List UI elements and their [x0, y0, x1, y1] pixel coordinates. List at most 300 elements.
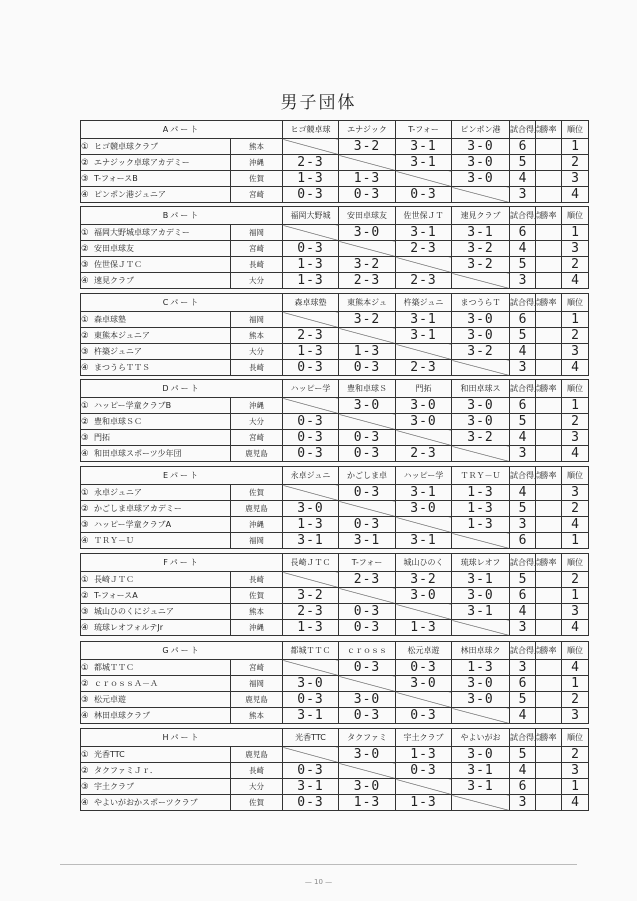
win-rate: [536, 485, 562, 501]
match-points: 3: [510, 795, 536, 811]
team-name: ピンポン港ジュニア: [94, 190, 166, 199]
team-cell: [81, 328, 231, 344]
match-score: 3-0: [396, 676, 452, 692]
win-rate: [536, 747, 562, 763]
part-header-row: [81, 554, 589, 572]
self-match-cell: [339, 588, 396, 604]
match-points: 5: [510, 257, 536, 273]
self-match-cell: [339, 501, 396, 517]
match-points: 6: [510, 139, 536, 155]
match-points: 3: [510, 360, 536, 376]
self-match-cell: [396, 604, 452, 620]
team-rank: 2: [562, 414, 589, 430]
team-row: [81, 360, 589, 376]
match-score: 0-3: [339, 604, 396, 620]
team-cell: [81, 708, 231, 724]
rank-header: 順位: [562, 207, 589, 225]
match-score: 2-3: [283, 155, 339, 171]
team-rank: 2: [562, 501, 589, 517]
team-prefecture: 鹿児島: [231, 692, 283, 708]
self-match-cell: [396, 171, 452, 187]
team-number: ④: [81, 798, 89, 808]
match-score: 3-0: [452, 312, 510, 328]
team-cell: [81, 257, 231, 273]
team-number: ①: [81, 401, 89, 411]
part-header-row: [81, 380, 589, 398]
team-number: ②: [81, 766, 89, 776]
team-name: まつうらＴＴＳ: [94, 363, 150, 372]
team-number: ③: [81, 782, 89, 792]
team-number: ③: [81, 174, 89, 184]
team-name: 都城ＴＴＣ: [94, 663, 134, 672]
match-score: 0-3: [283, 446, 339, 462]
match-points: 6: [510, 676, 536, 692]
team-rank: 1: [562, 588, 589, 604]
team-cell: [81, 446, 231, 462]
match-score: 3-0: [339, 779, 396, 795]
match-score: 0-3: [283, 414, 339, 430]
team-prefecture: 沖縄: [231, 517, 283, 533]
match-points: 4: [510, 604, 536, 620]
team-name: 永卓ジュニア: [94, 488, 142, 497]
part-header-row: [81, 121, 589, 139]
match-score: 0-3: [396, 187, 452, 203]
team-rank: 3: [562, 485, 589, 501]
opponent-header: ｃｒｏｓｓ: [339, 642, 396, 660]
rank-header: 順位: [562, 294, 589, 312]
match-score: 3-0: [283, 676, 339, 692]
team-prefecture: 熊本: [231, 708, 283, 724]
match-score: 0-3: [283, 187, 339, 203]
team-prefecture: 佐賀: [231, 795, 283, 811]
match-score: 3-1: [396, 328, 452, 344]
team-cell: [81, 485, 231, 501]
match-points: 4: [510, 344, 536, 360]
self-match-cell: [452, 795, 510, 811]
team-number: ④: [81, 711, 89, 721]
team-cell: [81, 779, 231, 795]
match-score: 3-0: [339, 398, 396, 414]
match-score: 3-1: [396, 139, 452, 155]
match-points: 6: [510, 312, 536, 328]
opponent-header: T-フォー: [339, 554, 396, 572]
match-score: 1-3: [396, 747, 452, 763]
team-rank: 4: [562, 795, 589, 811]
team-prefecture: 宮崎: [231, 430, 283, 446]
team-rank: 3: [562, 708, 589, 724]
match-score: 2-3: [283, 604, 339, 620]
team-row: [81, 241, 589, 257]
team-cell: [81, 501, 231, 517]
team-row: [81, 257, 589, 273]
self-match-cell: [452, 533, 510, 549]
part-header-row: [81, 294, 589, 312]
team-rank: 2: [562, 257, 589, 273]
self-match-cell: [452, 708, 510, 724]
team-name: やよいがおかスポーツクラブ: [94, 798, 198, 807]
opponent-header: 速見クラブ: [452, 207, 510, 225]
self-match-cell: [396, 257, 452, 273]
team-row: [81, 155, 589, 171]
match-points: 3: [510, 517, 536, 533]
opponent-header: 宇土クラブ: [396, 729, 452, 747]
win-rate: [536, 257, 562, 273]
team-cell: [81, 344, 231, 360]
match-score: 3-0: [452, 588, 510, 604]
team-cell: [81, 747, 231, 763]
wins-header: 勝率: [536, 642, 562, 660]
match-points: 5: [510, 155, 536, 171]
part-name: Eパート: [81, 467, 283, 485]
team-rank: 1: [562, 533, 589, 549]
win-rate: [536, 328, 562, 344]
win-rate: [536, 430, 562, 446]
points-header: 試合得点: [510, 467, 536, 485]
match-score: 1-3: [283, 517, 339, 533]
match-score: 3-0: [452, 692, 510, 708]
opponent-header: 城山ひのく: [396, 554, 452, 572]
match-score: 2-3: [396, 360, 452, 376]
wins-header: 勝率: [536, 554, 562, 572]
wins-header: 勝率: [536, 380, 562, 398]
win-rate: [536, 708, 562, 724]
team-rank: 1: [562, 676, 589, 692]
match-points: 5: [510, 572, 536, 588]
team-row: [81, 708, 589, 724]
team-name: かごしま卓球アカデミー: [94, 504, 182, 513]
match-score: 1-3: [283, 273, 339, 289]
match-score: 1-3: [452, 517, 510, 533]
match-points: 5: [510, 414, 536, 430]
team-number: ②: [81, 504, 89, 514]
team-cell: [81, 430, 231, 446]
team-rank: 1: [562, 312, 589, 328]
self-match-cell: [396, 692, 452, 708]
team-cell: [81, 312, 231, 328]
self-match-cell: [339, 763, 396, 779]
win-rate: [536, 171, 562, 187]
match-points: 5: [510, 692, 536, 708]
match-score: 3-0: [339, 225, 396, 241]
part-name: Bパート: [81, 207, 283, 225]
match-points: 5: [510, 328, 536, 344]
team-cell: [81, 572, 231, 588]
opponent-header: 松元卓遊: [396, 642, 452, 660]
team-rank: 2: [562, 572, 589, 588]
part-table: [80, 120, 589, 203]
win-rate: [536, 795, 562, 811]
team-cell: [81, 660, 231, 676]
opponent-header: まつうらＴ: [452, 294, 510, 312]
match-score: 3-1: [396, 533, 452, 549]
team-number: ①: [81, 575, 89, 585]
team-prefecture: 長崎: [231, 763, 283, 779]
wins-header: 勝率: [536, 467, 562, 485]
match-score: 2-3: [396, 446, 452, 462]
team-name: T-フォースA: [94, 591, 138, 600]
match-score: 1-3: [452, 501, 510, 517]
team-prefecture: 福岡: [231, 676, 283, 692]
team-row: [81, 312, 589, 328]
points-header: 試合得点: [510, 729, 536, 747]
win-rate: [536, 273, 562, 289]
match-score: 3-2: [283, 588, 339, 604]
match-score: 3-1: [452, 604, 510, 620]
match-score: 3-1: [283, 708, 339, 724]
team-cell: [81, 241, 231, 257]
team-cell: [81, 414, 231, 430]
match-score: 3-0: [339, 692, 396, 708]
team-cell: [81, 620, 231, 636]
self-match-cell: [452, 187, 510, 203]
match-points: 4: [510, 171, 536, 187]
team-rank: 4: [562, 660, 589, 676]
match-score: 3-1: [396, 225, 452, 241]
team-row: [81, 676, 589, 692]
self-match-cell: [339, 676, 396, 692]
team-prefecture: 大分: [231, 414, 283, 430]
match-score: 0-3: [396, 660, 452, 676]
team-number: ①: [81, 750, 89, 760]
team-number: ④: [81, 536, 89, 546]
team-row: [81, 430, 589, 446]
team-prefecture: 大分: [231, 273, 283, 289]
team-cell: [81, 604, 231, 620]
part-name: Gパート: [81, 642, 283, 660]
opponent-header: 森卓球塾: [283, 294, 339, 312]
team-cell: [81, 273, 231, 289]
team-number: ④: [81, 276, 89, 286]
team-name: T-フォースB: [94, 174, 138, 183]
team-rank: 1: [562, 225, 589, 241]
team-name: 佐世保ＪＴＣ: [94, 260, 142, 269]
match-points: 6: [510, 398, 536, 414]
part-table: [80, 466, 589, 549]
opponent-header: 佐世保ＪＴ: [396, 207, 452, 225]
team-rank: 2: [562, 692, 589, 708]
opponent-header: ヒゴ競卓球: [283, 121, 339, 139]
team-cell: [81, 155, 231, 171]
team-prefecture: 沖縄: [231, 620, 283, 636]
team-row: [81, 533, 589, 549]
team-rank: 2: [562, 328, 589, 344]
match-score: 1-3: [339, 344, 396, 360]
match-score: 0-3: [283, 692, 339, 708]
team-name: 福岡大野城卓球アカデミー: [94, 228, 190, 237]
team-rank: 3: [562, 241, 589, 257]
match-score: 3-2: [396, 572, 452, 588]
win-rate: [536, 225, 562, 241]
match-score: 3-0: [452, 171, 510, 187]
win-rate: [536, 779, 562, 795]
team-row: [81, 344, 589, 360]
team-rank: 4: [562, 360, 589, 376]
opponent-header: 都城ＴＴＣ: [283, 642, 339, 660]
team-rank: 4: [562, 273, 589, 289]
part-header-row: [81, 729, 589, 747]
team-row: [81, 572, 589, 588]
team-prefecture: 熊本: [231, 604, 283, 620]
team-name: 長崎ＪＴＣ: [94, 575, 134, 584]
match-score: 3-2: [452, 430, 510, 446]
team-prefecture: 佐賀: [231, 588, 283, 604]
part-table: [80, 206, 589, 289]
team-prefecture: 熊本: [231, 139, 283, 155]
part-header-row: [81, 467, 589, 485]
team-prefecture: 長崎: [231, 257, 283, 273]
team-rank: 2: [562, 155, 589, 171]
team-prefecture: 沖縄: [231, 398, 283, 414]
match-points: 6: [510, 779, 536, 795]
opponent-header: 豊和卓球Ｓ: [339, 380, 396, 398]
opponent-header: 光香TTC: [283, 729, 339, 747]
team-number: ②: [81, 591, 89, 601]
part-name: Aパート: [81, 121, 283, 139]
match-points: 4: [510, 430, 536, 446]
points-header: 試合得点: [510, 642, 536, 660]
match-score: 1-3: [283, 257, 339, 273]
self-match-cell: [452, 273, 510, 289]
match-score: 3-2: [452, 241, 510, 257]
opponent-header: 琉球レオフ: [452, 554, 510, 572]
team-prefecture: 鹿児島: [231, 747, 283, 763]
match-score: 1-3: [396, 620, 452, 636]
team-number: ③: [81, 347, 89, 357]
part-header-row: [81, 642, 589, 660]
team-name: 東熊本ジュニア: [94, 331, 150, 340]
match-score: 2-3: [283, 328, 339, 344]
team-row: [81, 517, 589, 533]
match-score: 3-0: [396, 414, 452, 430]
team-name: 森卓球塾: [94, 315, 126, 324]
win-rate: [536, 312, 562, 328]
match-score: 3-2: [452, 257, 510, 273]
team-name: 杵築ジュニア: [94, 347, 142, 356]
team-name: ＴＲＹ－Ｕ: [94, 536, 134, 545]
part-name: Dパート: [81, 380, 283, 398]
team-prefecture: 福岡: [231, 533, 283, 549]
team-rank: 3: [562, 344, 589, 360]
team-name: エナジック卓球アカデミー: [94, 158, 190, 167]
win-rate: [536, 588, 562, 604]
team-row: [81, 187, 589, 203]
team-prefecture: 長崎: [231, 360, 283, 376]
self-match-cell: [396, 344, 452, 360]
match-score: 0-3: [283, 795, 339, 811]
match-score: 1-3: [452, 485, 510, 501]
team-row: [81, 139, 589, 155]
win-rate: [536, 344, 562, 360]
team-name: ハッピー学童クラブB: [94, 401, 172, 410]
match-score: 1-3: [283, 620, 339, 636]
win-rate: [536, 501, 562, 517]
part-table: [80, 293, 589, 376]
match-score: 3-0: [452, 328, 510, 344]
team-name: 和田卓球スポーツ少年団: [94, 449, 182, 458]
match-points: 6: [510, 225, 536, 241]
match-score: 3-1: [396, 155, 452, 171]
opponent-header: 門拓: [396, 380, 452, 398]
match-score: 0-3: [339, 660, 396, 676]
match-score: 0-3: [396, 708, 452, 724]
win-rate: [536, 139, 562, 155]
self-match-cell: [339, 241, 396, 257]
team-prefecture: 長崎: [231, 572, 283, 588]
team-prefecture: 福岡: [231, 225, 283, 241]
win-rate: [536, 676, 562, 692]
match-score: 3-0: [452, 398, 510, 414]
match-score: 0-3: [339, 485, 396, 501]
team-rank: 1: [562, 779, 589, 795]
part-header-row: [81, 207, 589, 225]
team-name: 光香TTC: [94, 750, 125, 759]
team-rank: 3: [562, 604, 589, 620]
opponent-header: ハッピー学: [283, 380, 339, 398]
team-rank: 2: [562, 747, 589, 763]
team-number: ③: [81, 607, 89, 617]
match-points: 3: [510, 187, 536, 203]
match-points: 4: [510, 241, 536, 257]
win-rate: [536, 533, 562, 549]
team-prefecture: 鹿児島: [231, 446, 283, 462]
win-rate: [536, 763, 562, 779]
team-number: ③: [81, 520, 89, 530]
wins-header: 勝率: [536, 294, 562, 312]
team-cell: [81, 676, 231, 692]
team-cell: [81, 533, 231, 549]
team-name: タクファミＪｒ．: [94, 766, 158, 775]
match-score: 1-3: [283, 171, 339, 187]
match-points: 3: [510, 660, 536, 676]
opponent-header: ＴＲＹ－Ｕ: [452, 467, 510, 485]
team-row: [81, 620, 589, 636]
match-score: 3-1: [452, 779, 510, 795]
match-score: 3-0: [283, 501, 339, 517]
self-match-cell: [396, 430, 452, 446]
team-prefecture: 宮崎: [231, 241, 283, 257]
team-rank: 4: [562, 446, 589, 462]
part-name: Cパート: [81, 294, 283, 312]
team-number: ④: [81, 190, 89, 200]
team-number: ③: [81, 433, 89, 443]
team-prefecture: 佐賀: [231, 171, 283, 187]
win-rate: [536, 660, 562, 676]
part-table: [80, 728, 589, 811]
team-cell: [81, 692, 231, 708]
self-match-cell: [283, 485, 339, 501]
team-name: 速見クラブ: [94, 276, 134, 285]
team-row: [81, 414, 589, 430]
team-row: [81, 660, 589, 676]
win-rate: [536, 604, 562, 620]
match-score: 0-3: [339, 708, 396, 724]
team-prefecture: 佐賀: [231, 485, 283, 501]
opponent-header: 安田卓球友: [339, 207, 396, 225]
match-score: 3-0: [452, 414, 510, 430]
match-score: 0-3: [339, 187, 396, 203]
opponent-header: 永卓ジュニ: [283, 467, 339, 485]
team-number: ④: [81, 449, 89, 459]
self-match-cell: [283, 572, 339, 588]
match-score: 3-0: [396, 588, 452, 604]
team-number: ②: [81, 244, 89, 254]
match-score: 2-3: [396, 241, 452, 257]
points-header: 試合得点: [510, 207, 536, 225]
match-score: 3-1: [283, 533, 339, 549]
match-score: 3-1: [396, 485, 452, 501]
opponent-header: ハッピー学: [396, 467, 452, 485]
self-match-cell: [283, 225, 339, 241]
